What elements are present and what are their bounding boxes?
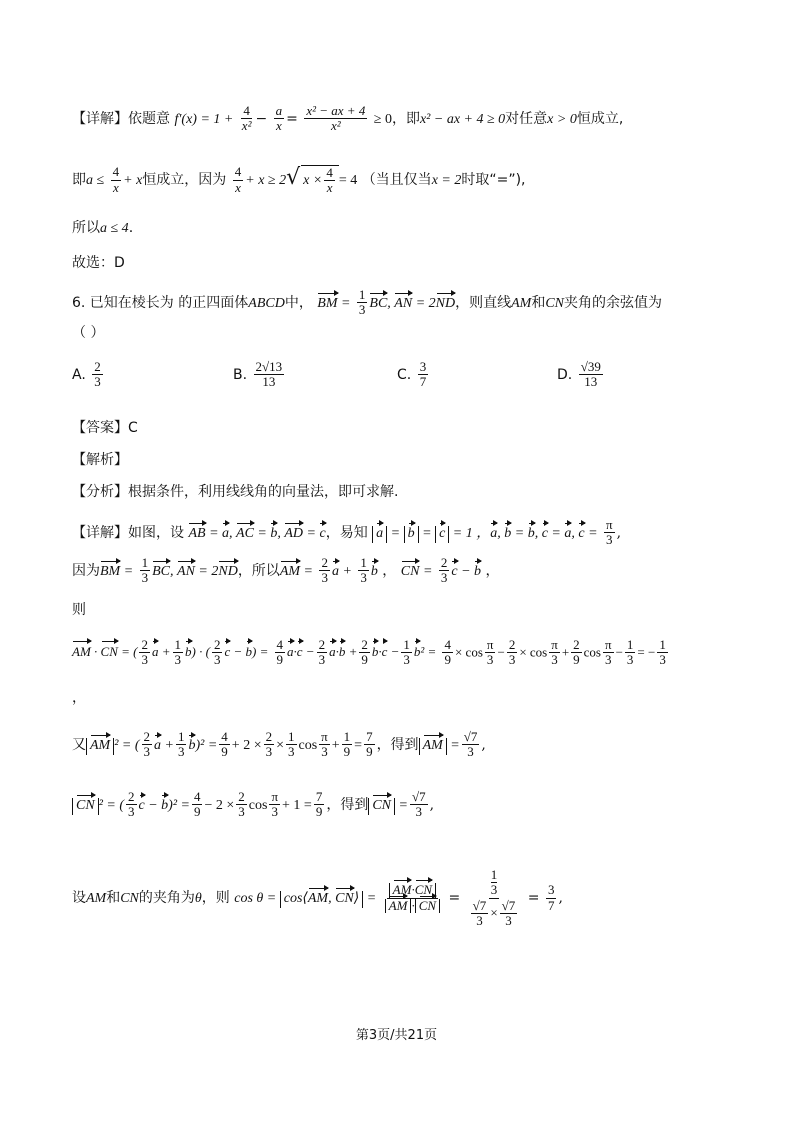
comma-line: ， bbox=[72, 690, 86, 706]
text: 设 bbox=[72, 890, 86, 907]
text: ，得到 bbox=[326, 796, 369, 813]
text: 夹角的余弦值为 bbox=[564, 294, 662, 311]
sqrt-expr: x × $\frac{4}{x}$ bbox=[301, 165, 339, 196]
math-text: CN bbox=[545, 295, 564, 311]
page-footer: 第3页/共21页 bbox=[355, 1028, 438, 1043]
text: 【详解】 bbox=[72, 524, 128, 541]
detail-tag: 【详解】 bbox=[72, 110, 128, 127]
math-text: x = 2 bbox=[431, 173, 462, 189]
math-text: ABCD bbox=[248, 295, 285, 311]
option-c: C. $\frac{3}{7}$ bbox=[397, 359, 427, 390]
detail-line-3: 所以a ≤ 4. bbox=[72, 220, 134, 236]
text: 和 bbox=[531, 294, 546, 311]
text: 对任意 bbox=[505, 110, 548, 127]
fraction: $\frac{4}{\text{x²}}$ bbox=[241, 103, 252, 134]
math-text: a ≤ bbox=[86, 173, 105, 189]
question-6: 6. 已知在棱长为 的正四面体ABCD中， BM = $\frac{1}{3}$ BC, AN = 2ND，则直线AM和CN夹角的余弦值为 bbox=[72, 287, 662, 318]
text: 中， bbox=[284, 294, 313, 311]
text: 又 bbox=[72, 736, 86, 753]
derivative-expr: f′(x) = 1 + bbox=[174, 111, 234, 127]
analysis-summary: 【分析】根据条件，利用线线角的向量法，即可求解. bbox=[72, 484, 399, 500]
am-length-line: 又 AM ² = ( $\frac{2}{3}$ a + $\frac{1}{3}$ b)² = $\frac{4}{9}$ + 2 × $\frac{2}{3}$ × $\frac{1}{3}$ cos $\frac{\pi}{3}$ + $\frac{1}{9}$ = $\frac{7}{9}$ ，得到 AM = $\frac{√7}{3}$ , bbox=[72, 729, 486, 760]
question-paren: （ ） bbox=[72, 325, 105, 341]
math-text: θ bbox=[194, 891, 202, 907]
text: ，则 bbox=[201, 890, 230, 907]
fraction: $\frac{a}{x}$ bbox=[275, 103, 283, 134]
text: 6. 已知在棱长为 的正四面体 bbox=[72, 294, 249, 311]
option-a: A. $\frac{2}{3}$ bbox=[72, 359, 101, 390]
cos-theta-line: 设AM和CN的夹角为θ，则 cos θ = cos⟨AM, CN⟩ = $\frac{AM\cdot CN}{AM \cdot CN}$ = 1 3 $\frac{√7}{3}$ × $\frac{√7}{3}$ = $\frac{3}{7}$ , bbox=[72, 867, 563, 928]
detail-line-1: 【详解】依题意 f′(x) = 1 + $\frac{4}{\text{x²}}$ − $\frac{a}{x}$ = $\frac{\text{x² − ax + 4}}{\text{x²}}$ ≥ 0，即x² − ax + 4 ≥ 0对任意x > 0恒成立, bbox=[72, 103, 624, 134]
math-text: x² − ax + 4 ≥ 0 bbox=[419, 111, 506, 127]
fraction: $\frac{4}{x}$ bbox=[234, 164, 242, 195]
math-text: + x ≥ 2 bbox=[245, 173, 287, 189]
option-d: D. $\frac{√39}{13}$ bbox=[557, 359, 601, 390]
text: 恒成立, bbox=[576, 110, 624, 127]
detail-because: 因为BM = $\frac{1}{3}$ BC, AN = 2ND，所以AM = $\frac{2}{3}$ a + $\frac{1}{3}$ b ， CN = $\frac{2}{3}$ c − b ， bbox=[72, 555, 500, 586]
answer-line: 【答案】C bbox=[72, 420, 138, 436]
text: ，即 bbox=[391, 110, 420, 127]
text: 和 bbox=[106, 890, 121, 907]
math-text: = 4 bbox=[338, 173, 358, 189]
text: 如图，设 bbox=[128, 524, 184, 541]
math-text: AM bbox=[86, 891, 107, 907]
math-text: + x bbox=[123, 173, 143, 189]
fraction: $\frac{\text{x² − ax + 4}}{\text{x²}}$ bbox=[306, 103, 366, 134]
analysis-heading: 【解析】 bbox=[72, 452, 128, 468]
text: 的夹角为 bbox=[138, 890, 195, 907]
then-label: 则 bbox=[72, 602, 86, 618]
text: 即 bbox=[72, 172, 86, 189]
math-text: CN bbox=[120, 891, 139, 907]
cn-length-line: CN ² = ( $\frac{2}{3}$ c − b)² = $\frac{4}{9}$ − 2 × $\frac{2}{3}$ cos $\frac{\pi}{3}$ + 1 = $\frac{7}{9}$ ，得到 CN = $\frac{√7}{3}$ , bbox=[72, 790, 434, 820]
text: ，得到 bbox=[376, 736, 419, 753]
math-text: ≥ 0 bbox=[373, 111, 392, 127]
dot-product-line: AM · CN = ( $\frac{2}{3}$ a + $\frac{1}{3}$ b) · ( $\frac{2}{3}$ c − b) = $\frac{4}{9}$ a·c − $\frac{2}{3}$ a·b + $\frac{2}{9}$ b·c − $\frac{1}{3}$ b² = $\frac{4}{9}$ × cos $\frac{\pi}{3}$ − $\frac{2}{3}$ × cos $\frac{\pi}{3}$ + $\frac{2}{9}$ cos $\frac{\pi}{3}$ − $\frac{1}{3}$ = − $\frac{1}{3}$ bbox=[72, 637, 666, 668]
text: ，则直线 bbox=[455, 294, 512, 311]
option-b: B. $\frac{2√13}{13}$ bbox=[233, 359, 283, 390]
text: ，易知 bbox=[325, 524, 368, 541]
text: 时取“=”), bbox=[461, 172, 526, 189]
detail-vectors: 【详解】如图，设 AB = a, AC = b, AD = c，易知 a = b = c = 1 ，a, b = b, c = a, c = $\frac{\pi}{3}$ , bbox=[72, 517, 622, 548]
choice-line: 故选：D bbox=[72, 255, 125, 271]
math-text: a ≤ 4 bbox=[100, 221, 129, 236]
math-text: x > 0 bbox=[547, 111, 577, 127]
text: 所以 bbox=[72, 220, 100, 236]
text: 因为 bbox=[72, 562, 100, 579]
text: 依题意 bbox=[128, 110, 170, 127]
text: 恒成立，因为 bbox=[142, 172, 227, 189]
text: （当且仅当 bbox=[361, 172, 432, 189]
math-text: AM bbox=[511, 295, 532, 311]
fraction: $\frac{4}{x}$ bbox=[112, 164, 120, 195]
text: ，所以 bbox=[237, 562, 280, 579]
detail-line-2: 即a ≤ $\frac{4}{x}$ + x恒成立，因为 $\frac{4}{x}$ + x ≥ 2√ x × $\frac{4}{x}$ = 4 （当且仅当x = 2时取“=”), bbox=[72, 164, 526, 196]
